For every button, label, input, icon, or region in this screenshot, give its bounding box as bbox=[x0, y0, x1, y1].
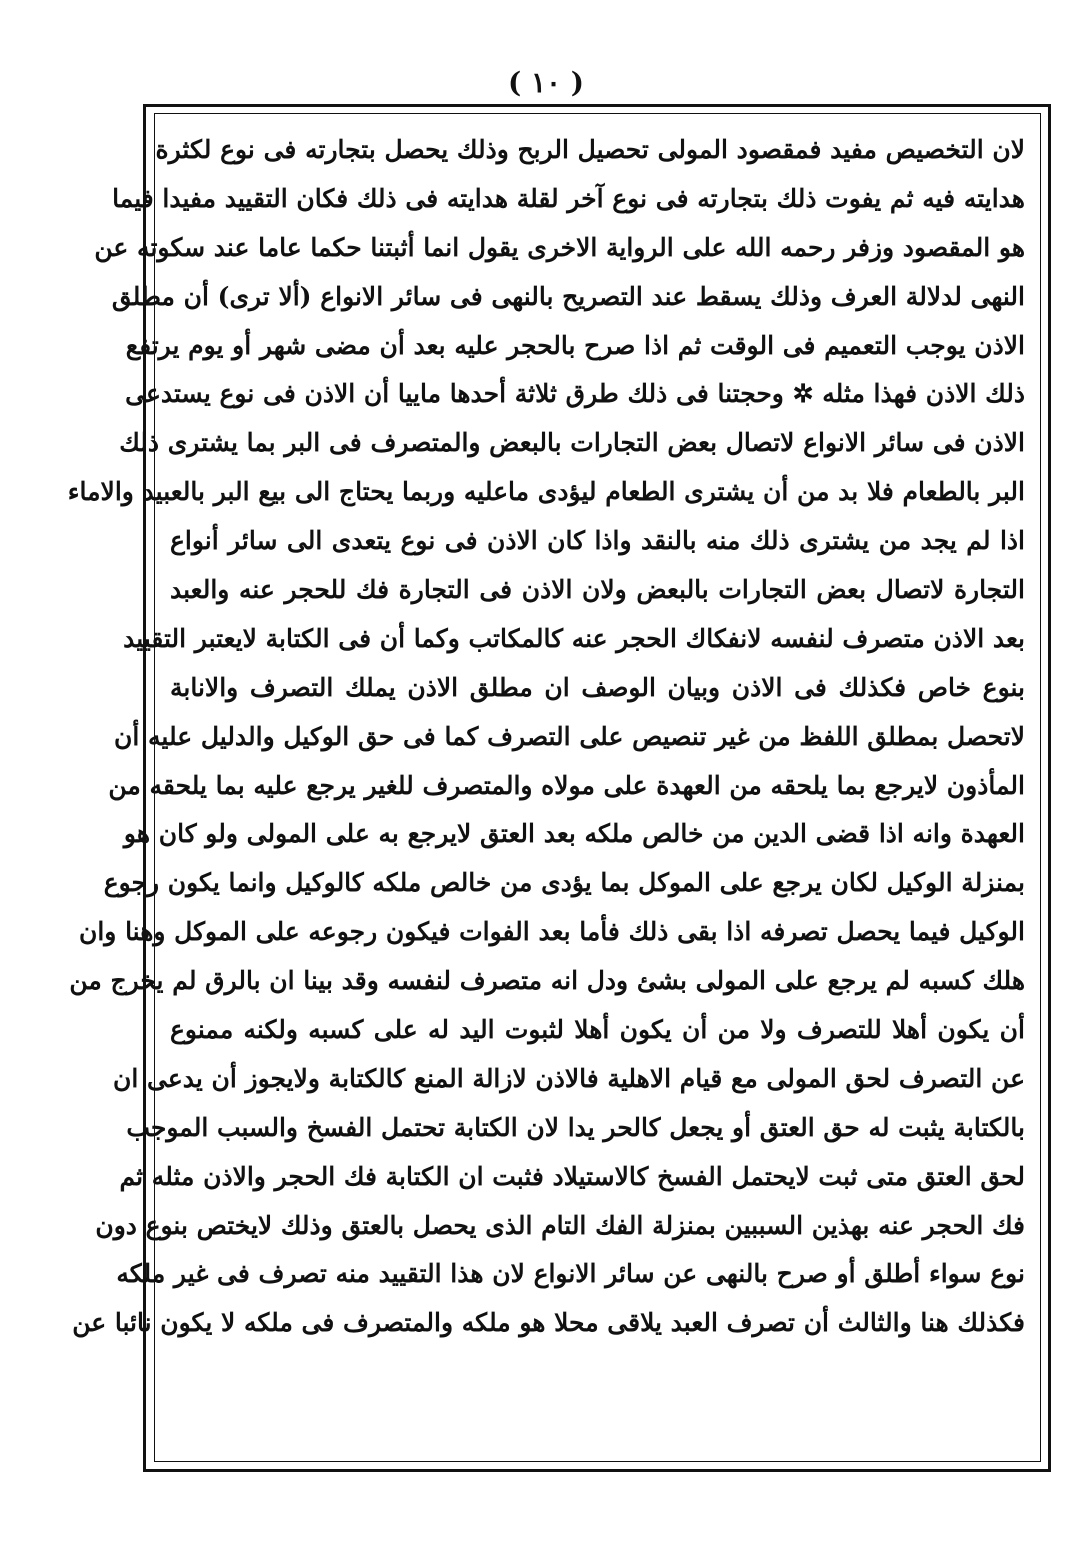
text-line: اذا لم يجد من يشترى ذلك منه بالنقد واذا كان الاذن فى نوع يتعدى الى سائر أنواع bbox=[170, 526, 1025, 556]
text-line: هو المقصود وزفر رحمه الله على الرواية الاخرى يقول انما أثبتنا حكما عاما عند سكوته عن bbox=[94, 232, 1025, 262]
text-line: الاذن فى سائر الانواع لاتصال بعض التجارات بالبعض والمتصرف فى البر بما يشترى ذلك bbox=[119, 428, 1025, 458]
text-line: النهى لدلالة العرف وذلك يسقط عند التصريح بالنهى فى سائر الانواع (ألا ترى) أن مطلق bbox=[111, 281, 1025, 311]
text-line: لاتحصل بمطلق اللفظ من غير تنصيص على التصرف كما فى حق الوكيل والدليل عليه أن bbox=[113, 721, 1025, 751]
text-line: هدايته فيه ثم يفوت ذلك بتجارته فى نوع آخر لقلة هدايته فى ذلك فكان التقييد مفيدا فيما bbox=[112, 183, 1025, 213]
text-line: ذلك الاذن فهذا مثله ✲ وحجتنا فى ذلك طرق ثلاثة أحدها ماييا أن الاذن فى نوع يستدعى bbox=[125, 379, 1025, 409]
text-line: بمنزلة الوكيل لكان يرجع على الموكل بما يؤدى من خالص ملكه كالوكيل وانما يكون رجوع bbox=[103, 868, 1025, 898]
text-line: الاذن يوجب التعميم فى الوقت ثم اذا صرح بالحجر عليه بعد أن مضى شهر أو يوم يرتفع bbox=[125, 330, 1025, 360]
text-line: بعد الاذن متصرف لنفسه لانفكاك الحجر عنه كالمكاتب وكما أن فى الكتابة لايعتبر التقييد bbox=[123, 623, 1025, 653]
text-line: بنوع خاص فكذلك فى الاذن وبيان الوصف ان مطلق الاذن يملك التصرف والانابة bbox=[170, 672, 1025, 702]
text-line: العهدة وانه اذا قضى الدين من خالص ملكه بعد العتق لايرجع به على المولى ولو كان هو bbox=[123, 819, 1025, 849]
text-line: عن التصرف لحق المولى مع قيام الاهلية فالاذن لازالة المنع كالكتابة ولايجوز أن يدعى ان bbox=[113, 1063, 1025, 1093]
text-line: المأذون لايرجع بما يلحقه من العهدة على مولاه والمتصرف للغير يرجع عليه بما يلحقه من bbox=[108, 770, 1025, 800]
text-line: لحق العتق متى ثبت لايحتمل الفسخ كالاستيلاد فثبت ان الكتابة فك الحجر والاذن مثله ثم bbox=[119, 1161, 1025, 1191]
text-line: بالكتابة يثبت له حق العتق أو يجعل كالحر يدا لان الكتابة تحتمل الفسخ والسبب الموجب bbox=[126, 1112, 1025, 1142]
text-line: فك الحجر عنه بهذين السببين بمنزلة الفك التام الذى يحصل بالعتق وذلك لايختص بنوع دون bbox=[95, 1210, 1025, 1240]
page-number: ( ١٠ ) bbox=[507, 66, 585, 99]
text-line: فكذلك هنا والثالث أن تصرف العبد يلاقى محلا هو ملكه والمتصرف فى ملكه لا يكون نائبا عن bbox=[72, 1308, 1025, 1338]
text-line: نوع سواء أطلق أو صرح بالنهى عن سائر الانواع لان هذا التقييد منه تصرف فى غير ملكه bbox=[116, 1259, 1025, 1289]
text-line: التجارة لاتصال بعض التجارات بالبعض ولان الاذن فى التجارة فك للحجر عنه والعبد bbox=[170, 575, 1025, 605]
text-line: الوكيل فيما يحصل تصرفه اذا بقى ذلك فأما بعد الفوات فيكون رجوعه على الموكل وهنا وان bbox=[78, 917, 1025, 947]
text-line: أن يكون أهلا للتصرف ولا من أن يكون أهلا لثبوت اليد له على كسبه ولكنه ممنوع bbox=[170, 1015, 1025, 1045]
body-text bbox=[67, 126, 1025, 1451]
text-line: لان التخصيص مفيد فمقصود المولى تحصيل الربح وذلك يحصل بتجارته فى نوع لكثرة bbox=[155, 135, 1025, 164]
text-line: هلك كسبه لم يرجع على المولى بشئ ودل انه متصرف لنفسه وقد بينا ان بالرق لم يخرج من bbox=[69, 966, 1025, 996]
text-line: البر بالطعام فلا بد من أن يشترى الطعام ليؤدى ماعليه وربما يحتاج الى بيع البر بالعبيد والاماء bbox=[67, 477, 1025, 507]
